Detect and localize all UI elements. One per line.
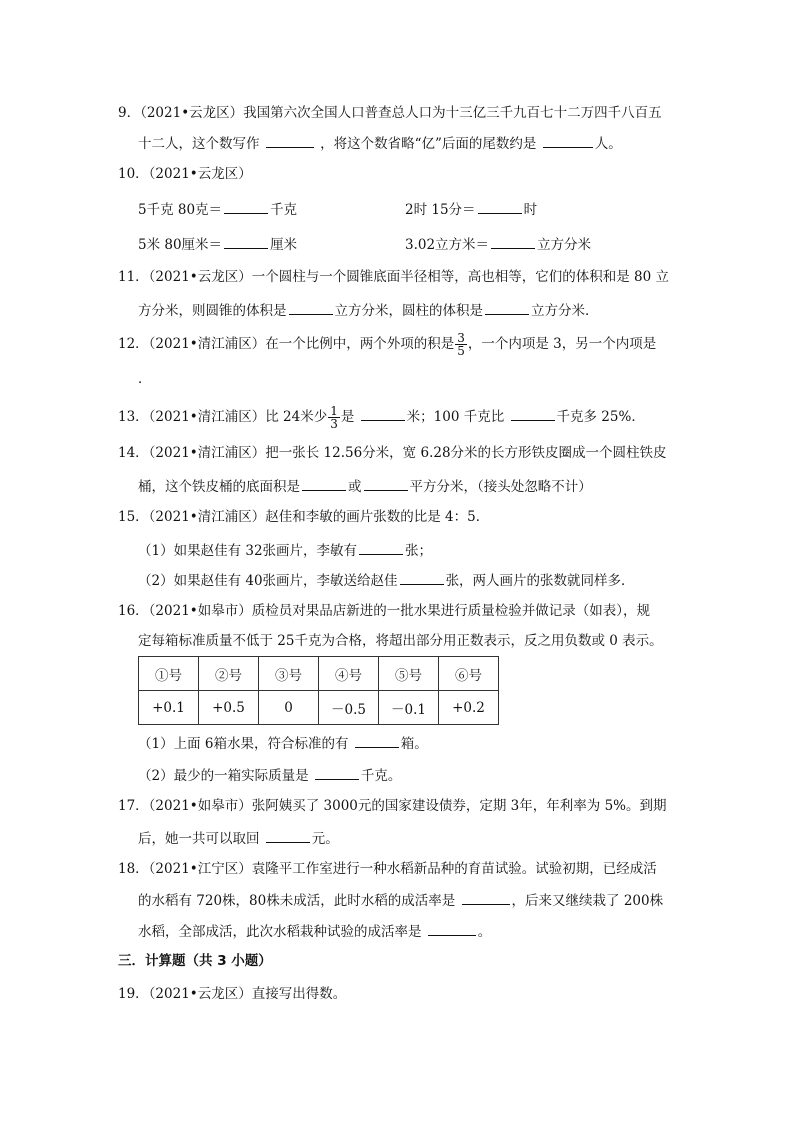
q9-text-a: 十二人，这个数写作 <box>138 136 260 152</box>
question-18-line-2 <box>138 890 663 910</box>
answer-blank[interactable] <box>302 476 346 491</box>
q11-text-b: 立方分米，圆柱的体积是 <box>334 303 483 319</box>
question-15-sub-1 <box>138 540 432 560</box>
question-14-line-1: 14．（2021•清江浦区）把一张长 12.56分米，宽 6.28分米的长方形铁皮圈成一个圆柱铁皮 <box>118 445 667 461</box>
question-16-line-1: 16．（2021•如皋市）质检员对果品店新进的一批水果进行质量检验并做记录（如表），规 <box>118 603 650 619</box>
question-15-sub-2 <box>138 570 635 590</box>
q11-text-a: 方分米，则圆锥的体积是 <box>138 303 287 319</box>
question-19-line: 19．（2021•云龙区）直接写出得数。 <box>118 986 347 1002</box>
question-12-line-1 <box>118 332 656 357</box>
table-row <box>139 691 499 725</box>
table-cell: +0.2 <box>439 691 499 725</box>
q13-text-mid1: 是 <box>340 409 355 425</box>
answer-blank[interactable] <box>315 765 359 780</box>
question-16-sub-1 <box>138 733 428 753</box>
q9-text-b: ，将这个数省略“亿”后面的尾数约是 <box>320 136 537 152</box>
fraction-denominator: 5 <box>457 344 465 358</box>
question-10-item-b <box>405 199 537 219</box>
q13-text-mid2: 米；100 千克比 <box>406 409 505 425</box>
q18-text-b: ，后来又继续栽了 200株 <box>511 893 664 909</box>
question-16-line-2: 定每箱标准质量不低于 25千克为合格，将超出部分用正数表示，反之用负数或 0 表示。 <box>138 633 663 649</box>
question-17-line-2 <box>138 828 339 848</box>
q18-text-a2: 水稻，全部成活，此次水稻栽种试验的成活率是 <box>138 924 422 940</box>
q10-c-pre: 5米 80厘米＝ <box>138 237 223 253</box>
answer-blank[interactable] <box>400 570 444 585</box>
answer-blank[interactable] <box>266 133 314 148</box>
answer-blank[interactable] <box>428 921 476 936</box>
answer-blank[interactable] <box>361 406 405 421</box>
answer-blank[interactable] <box>491 234 535 249</box>
table-cell: +0.1 <box>139 691 199 725</box>
q10-d-post: 立方分米 <box>537 237 592 253</box>
answer-blank[interactable] <box>543 133 593 148</box>
question-10-item-d <box>405 234 591 254</box>
quality-table <box>138 656 499 725</box>
question-11-line-1: 11．（2021•云龙区）一个圆柱与一个圆锥底面半径相等，高也相等，它们的体积和是 80 立 <box>118 269 670 285</box>
table-cell: －0.5 <box>319 691 379 725</box>
question-17-line-1: 17．（2021•如皋市）张阿姨买了 3000元的国家建设债券，定期 3年，年利率为 5%。到期 <box>118 798 667 814</box>
q18-text-b2: 。 <box>477 924 492 940</box>
question-10-item-c <box>138 234 297 254</box>
q10-a-post: 千克 <box>270 202 298 218</box>
question-9-line-1: 9．（2021•云龙区）我国第六次全国人口普查总人口为十三亿三千九百七十二万四千八百五 <box>118 105 662 121</box>
answer-blank[interactable] <box>485 300 529 315</box>
q10-c-post: 厘米 <box>270 237 298 253</box>
table-header-cell: ⑥号 <box>439 657 499 691</box>
question-16-sub-2 <box>138 765 401 785</box>
table-header-cell: ⑤号 <box>379 657 439 691</box>
q16-sub1-text-a: （1）上面 6箱水果，符合标准的有 <box>138 736 349 752</box>
q15-sub2-text-b: 张，两人画片的张数就同样多． <box>445 573 635 589</box>
q13-text-pre: 13．（2021•清江浦区）比 24米少 <box>118 409 328 425</box>
question-10-item-a <box>138 199 297 219</box>
section-heading: 三．计算题（共 3 小题） <box>118 953 272 969</box>
q12-text-pre: 12．（2021•清江浦区）在一个比例中，两个外项的积是 <box>118 336 455 352</box>
q18-text-a: 的水稻有 720株，80株未成活，此时水稻的成活率是 <box>138 893 456 909</box>
q10-d-pre: 3.02立方米＝ <box>405 237 490 253</box>
q14-text-c: 平方分米，（接头处忽略不计） <box>409 479 592 495</box>
q9-text-c: 人。 <box>594 136 622 152</box>
question-18-line-3 <box>138 921 491 941</box>
table-header-cell: ①号 <box>139 657 199 691</box>
q12-text-post: ，一个内项是 3，另一个内项是 <box>467 336 657 352</box>
answer-blank[interactable] <box>462 890 510 905</box>
q14-text-a: 桶，这个铁皮桶的底面积是 <box>138 479 300 495</box>
q15-sub2-text-a: （2）如果赵佳有 40张画片，李敏送给赵佳 <box>138 573 398 589</box>
answer-blank[interactable] <box>289 300 333 315</box>
fraction-numerator: 3 <box>457 331 465 345</box>
q17-text-b: 元。 <box>311 831 339 847</box>
question-9-line-2 <box>138 133 622 153</box>
q10-a-pre: 5千克 80克＝ <box>138 202 223 218</box>
q16-sub2-text-b: 千克。 <box>360 768 402 784</box>
question-11-line-2 <box>138 300 599 320</box>
table-header-cell: ②号 <box>199 657 259 691</box>
question-18-line-1: 18．（2021•江宁区）袁隆平工作室进行一种水稻新品种的育苗试验。试验初期，已经成活 <box>118 861 657 877</box>
table-header-cell: ④号 <box>319 657 379 691</box>
answer-blank[interactable] <box>224 199 268 214</box>
question-12-line-2: ． <box>138 371 152 387</box>
q13-text-post: 千克多 25%． <box>556 409 645 425</box>
q15-sub1-text-b: 张； <box>405 543 433 559</box>
answer-blank[interactable] <box>266 828 310 843</box>
q15-sub1-text-a: （1）如果赵佳有 32张画片，李敏有 <box>138 543 358 559</box>
table-cell: －0.1 <box>379 691 439 725</box>
answer-blank[interactable] <box>478 199 522 214</box>
q11-text-c: 立方分米． <box>531 303 599 319</box>
table-cell: 0 <box>259 691 319 725</box>
answer-blank[interactable] <box>355 733 399 748</box>
answer-blank[interactable] <box>364 476 408 491</box>
question-14-line-2 <box>138 476 592 496</box>
table-cell: +0.5 <box>199 691 259 725</box>
fraction-denominator: 3 <box>330 417 338 431</box>
fraction <box>328 405 340 430</box>
question-13-line <box>118 405 645 430</box>
table-header-cell: ③号 <box>259 657 319 691</box>
answer-blank[interactable] <box>359 540 403 555</box>
q16-sub1-text-b: 箱。 <box>400 736 428 752</box>
q16-sub2-text-a: （2）最少的一箱实际质量是 <box>138 768 309 784</box>
fraction <box>455 332 467 357</box>
question-15-line-1: 15．（2021•清江浦区）赵佳和李敏的画片张数的比是 4：5． <box>118 509 490 525</box>
table-header-row <box>139 657 499 691</box>
q14-text-b: 或 <box>348 479 362 495</box>
q10-b-pre: 2时 15分＝ <box>405 202 476 218</box>
question-10-title: 10．（2021•云龙区） <box>118 166 252 182</box>
q17-text-a: 后，她一共可以取回 <box>138 831 260 847</box>
answer-blank[interactable] <box>511 406 555 421</box>
fraction-numerator: 1 <box>330 404 338 418</box>
q10-b-post: 时 <box>523 202 538 218</box>
answer-blank[interactable] <box>224 234 268 249</box>
